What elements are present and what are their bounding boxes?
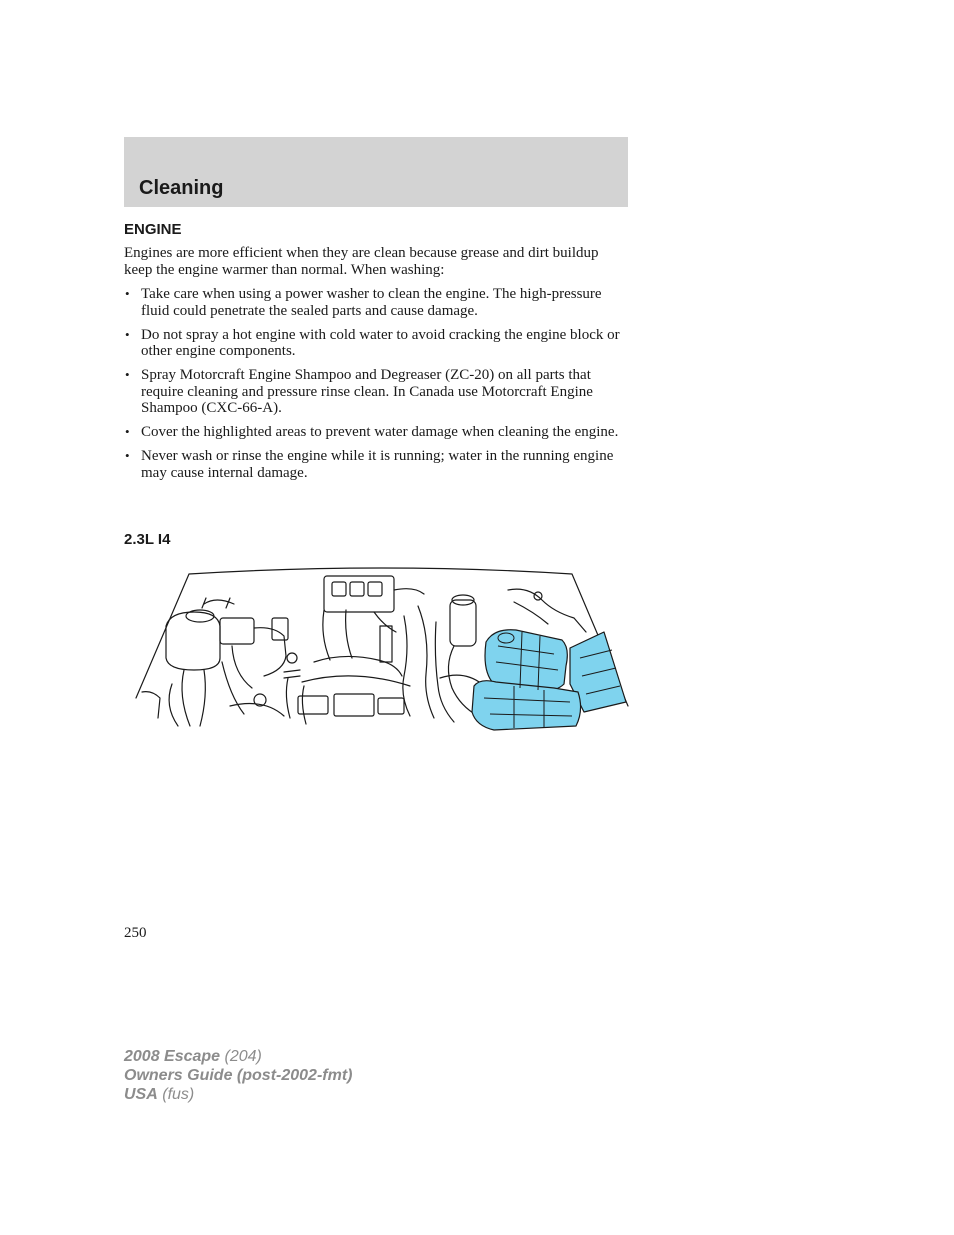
footer-line-model: 2008 Escape (204) [124, 1048, 262, 1065]
list-item: • Cover the highlighted areas to prevent water damage when cleaning the engine. [125, 424, 619, 440]
chapter-header-band [124, 137, 628, 207]
footer-line-market: USA (fus) [124, 1086, 195, 1103]
bullet-icon: • [125, 326, 130, 342]
chapter-title: Cleaning [139, 177, 224, 199]
bullet-icon: • [125, 424, 130, 439]
bullet-icon: • [125, 448, 130, 463]
highlight-pcm [472, 681, 581, 730]
page-number: 250 [124, 925, 147, 941]
footer-line-guide: Owners Guide (post-2002-fmt) [124, 1067, 353, 1084]
engine-washing-list [124, 286, 624, 489]
bullet-icon: • [125, 286, 130, 301]
engine-heading: ENGINE [124, 221, 182, 238]
list-item: • Spray Motorcraft Engine Shampoo and Degreaser (ZC-20) on all parts that require cleaning and pressure rinse clean. In Canada use Motorcraft Engine Shampoo (CXC-66-A). [125, 367, 593, 416]
list-item: • Do not spray a hot engine with cold water to avoid cracking the engine block or other engine components. [125, 326, 620, 359]
document-footer [124, 1047, 352, 1104]
engine-compartment-illustration [134, 566, 630, 732]
list-item: • Never wash or rinse the engine while it is running; water in the running engine may cause internal damage. [125, 448, 614, 481]
engine-intro-paragraph: Engines are more efficient when they are clean because grease and dirt buildup keep the engine warmer than normal. When washing: [124, 245, 599, 278]
intake-manifold [314, 656, 402, 676]
engine-type-heading: 2.3L I4 [124, 531, 171, 548]
bullet-icon: • [125, 367, 130, 382]
list-item: • Take care when using a power washer to clean the engine. The high-pressure fluid could penetrate the sealed parts and cause damage. [125, 286, 602, 319]
oil-filler [450, 600, 476, 646]
